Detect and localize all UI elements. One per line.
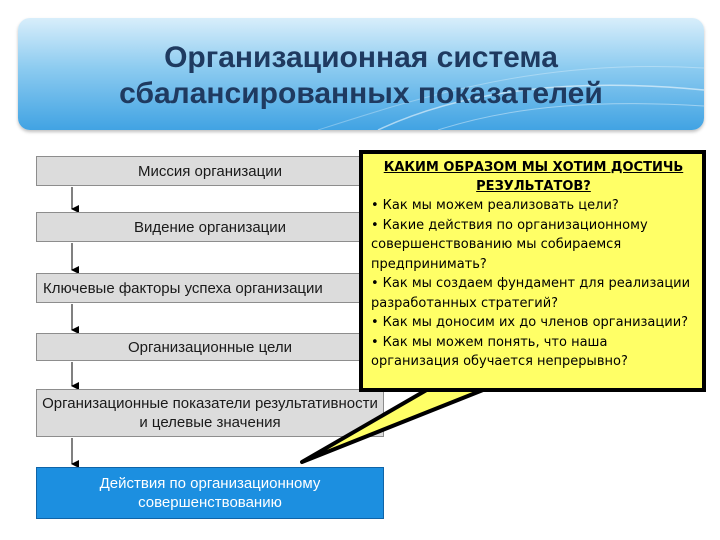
callout-question: • Как мы можем понять, что наша организация обучается непрерывно? [371, 333, 696, 372]
callout-question: • Как мы можем реализовать цели? [371, 196, 696, 216]
callout-question: • Какие действия по организационному совершенствованию мы собираемся предпринимать? [371, 216, 696, 275]
callout-question: • Как мы доносим их до членов организации? [371, 313, 696, 333]
callout-question: • Как мы создаем фундамент для реализации разработанных стратегий? [371, 274, 696, 313]
callout-box [359, 150, 706, 392]
step-label: Организационные цели [128, 338, 292, 356]
title-line-1: Организационная система [164, 41, 558, 74]
step-label: Миссия организации [138, 162, 282, 180]
callout-heading: КАКИМ ОБРАЗОМ МЫ ХОТИМ ДОСТИЧЬ РЕЗУЛЬТАТОВ? [383, 160, 684, 194]
step-label: Действия по организационному совершенствованию [99, 475, 321, 511]
callout-question-list [371, 196, 696, 372]
step-label: Организационные показатели результативности и целевые значения [42, 395, 378, 431]
title-line-2: сбалансированных показателей [119, 77, 603, 110]
step-label: Видение организации [133, 218, 287, 236]
step-label: Ключевые факторы успеха организации [43, 279, 323, 297]
